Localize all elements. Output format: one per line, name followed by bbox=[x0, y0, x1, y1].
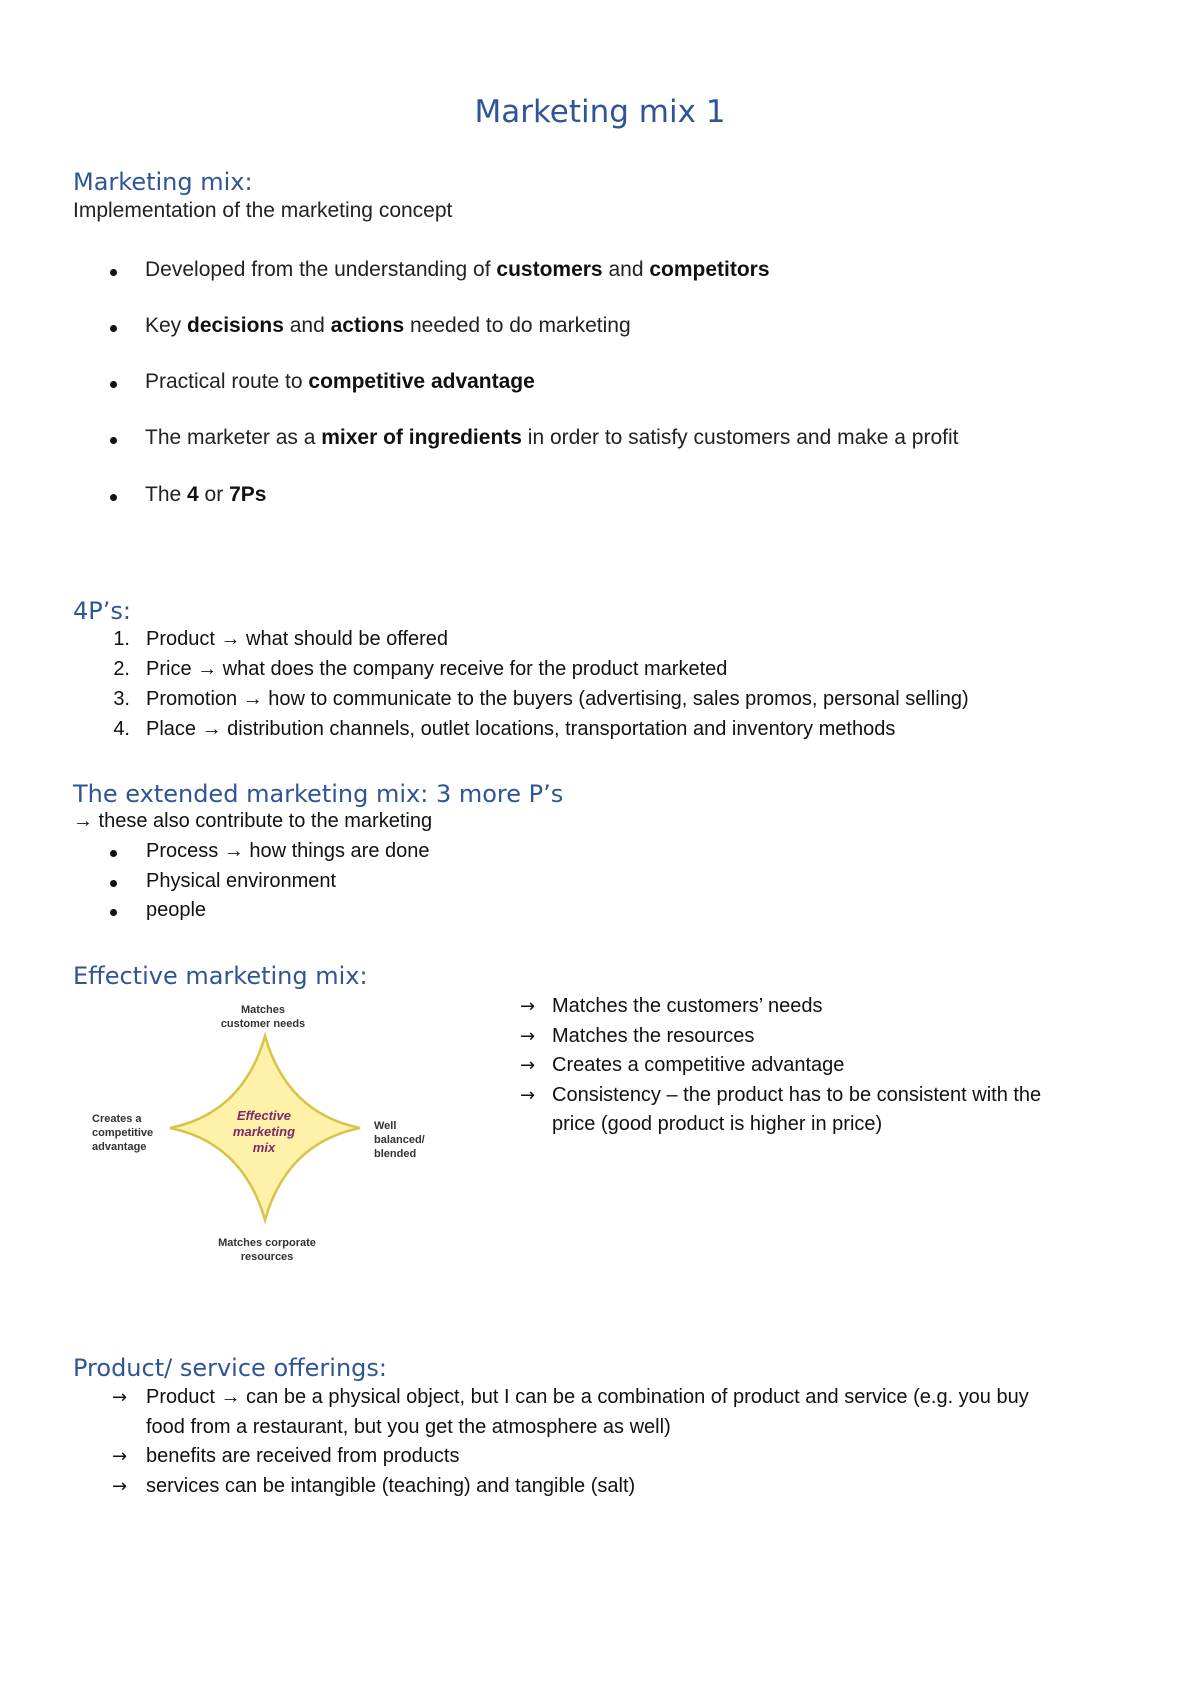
bullet-item bbox=[145, 426, 958, 450]
bullet-item bbox=[145, 370, 535, 394]
diagram-label-bottom: resources bbox=[240, 1251, 294, 1263]
section-heading-marketing-mix: Marketing mix: bbox=[73, 168, 253, 196]
bold-term: customers bbox=[496, 258, 603, 281]
arrow-list-item: price (good product is higher in price) bbox=[552, 1113, 883, 1135]
bullet-dot bbox=[110, 880, 117, 887]
arrow-icon: → bbox=[520, 1084, 536, 1106]
section-heading-extended-mix: The extended marketing mix: 3 more P’s bbox=[73, 780, 564, 808]
bold-term: decisions bbox=[187, 314, 284, 337]
arrow-icon: → bbox=[520, 1055, 536, 1076]
bold-term: mixer of ingredients bbox=[321, 426, 522, 449]
section-heading-product-service: Product/ service offerings: bbox=[73, 1354, 387, 1382]
diagram-label-center: mix bbox=[252, 1140, 276, 1155]
arrow-icon: → bbox=[520, 996, 536, 1017]
diagram-label-bottom: Matches corporate bbox=[218, 1237, 316, 1249]
bullet-item: Physical environment bbox=[146, 870, 337, 892]
arrow-list-item: food from a restaurant, but you get the atmosphere as well) bbox=[146, 1415, 671, 1438]
bold-term: competitive advantage bbox=[308, 370, 535, 393]
bullet-dot bbox=[110, 325, 117, 332]
text-run: Key bbox=[145, 314, 188, 337]
list-item: Price → what does the company receive for the product marketed bbox=[146, 658, 728, 680]
diagram-label-left: Creates a bbox=[92, 1113, 142, 1125]
diagram-label-left: competitive bbox=[92, 1127, 154, 1139]
bold-term: competitors bbox=[649, 258, 770, 281]
list-number: 2. bbox=[113, 658, 130, 680]
bullet-dot bbox=[110, 850, 117, 857]
list-number: 3. bbox=[113, 688, 130, 710]
diagram-label-right: balanced/ bbox=[374, 1134, 425, 1146]
section-heading-4ps: 4P’s: bbox=[73, 597, 131, 625]
section-heading-effective-mix: Effective marketing mix: bbox=[73, 962, 368, 990]
list-item: Promotion → how to communicate to the buyers (advertising, sales promos, personal selling) bbox=[146, 688, 969, 710]
text-run: Practical route to bbox=[145, 370, 309, 393]
bold-term: 4 bbox=[187, 483, 199, 506]
diagram-label-right: Well bbox=[374, 1120, 397, 1132]
arrow-list-item: Consistency – the product has to be consistent with the bbox=[552, 1083, 1042, 1106]
arrow-icon: → bbox=[112, 1475, 128, 1497]
text-run: The marketer as a bbox=[145, 426, 322, 449]
bullet-dot bbox=[110, 437, 117, 444]
bold-term: actions bbox=[330, 314, 405, 337]
text-run: Developed from the understanding of bbox=[145, 258, 497, 281]
arrow-icon: → bbox=[520, 1025, 536, 1047]
bullet-dot bbox=[110, 909, 117, 916]
text-run: or bbox=[198, 483, 230, 506]
diagram-label-top: Matches bbox=[240, 1004, 286, 1016]
effective-marketing-mix-diagram bbox=[80, 998, 460, 1268]
section-subtitle: Implementation of the marketing concept bbox=[73, 199, 453, 222]
bullet-item bbox=[145, 258, 770, 282]
page-title: Marketing mix 1 bbox=[474, 94, 726, 130]
arrow-list-item: services can be intangible (teaching) and tangible (salt) bbox=[146, 1474, 636, 1497]
diagram-label-center: Effective bbox=[237, 1108, 291, 1123]
arrow-list-item: Creates a competitive advantage bbox=[552, 1054, 845, 1076]
bullet-item bbox=[145, 483, 266, 507]
extended-mix-intro: → these also contribute to the marketing bbox=[73, 810, 433, 832]
list-number: 4. bbox=[113, 718, 130, 740]
text-run: needed to do marketing bbox=[404, 314, 631, 337]
list-item: Product → what should be offered bbox=[146, 628, 449, 650]
bullet-item bbox=[145, 314, 631, 338]
arrow-list-item: benefits are received from products bbox=[146, 1445, 460, 1467]
bullet-item: people bbox=[146, 899, 207, 921]
text-run: The bbox=[145, 483, 188, 506]
bold-term: 7Ps bbox=[229, 483, 267, 506]
arrow-icon: → bbox=[112, 1387, 128, 1408]
list-item: Place → distribution channels, outlet locations, transportation and inventory methods bbox=[146, 718, 896, 740]
text-run: and bbox=[283, 314, 331, 337]
bullet-dot bbox=[110, 381, 117, 388]
list-number: 1. bbox=[113, 628, 130, 650]
diagram-label-left: advantage bbox=[92, 1141, 147, 1153]
bullet-dot bbox=[110, 494, 117, 501]
arrow-icon: → bbox=[112, 1446, 128, 1467]
bullet-dot bbox=[110, 269, 117, 276]
diagram-label-center: marketing bbox=[232, 1124, 296, 1139]
diagram-label-top: customer needs bbox=[220, 1018, 306, 1030]
bullet-item: Process → how things are done bbox=[146, 840, 430, 862]
arrow-list-item: Product → can be a physical object, but I can be a combination of product and service (e.g. you buy bbox=[146, 1386, 1029, 1408]
arrow-list-item: Matches the customers’ needs bbox=[552, 995, 823, 1017]
diagram-label-right: blended bbox=[374, 1148, 417, 1160]
arrow-list-item: Matches the resources bbox=[552, 1024, 755, 1047]
text-run: in order to satisfy customers and make a profit bbox=[521, 426, 959, 449]
text-run: and bbox=[602, 258, 650, 281]
